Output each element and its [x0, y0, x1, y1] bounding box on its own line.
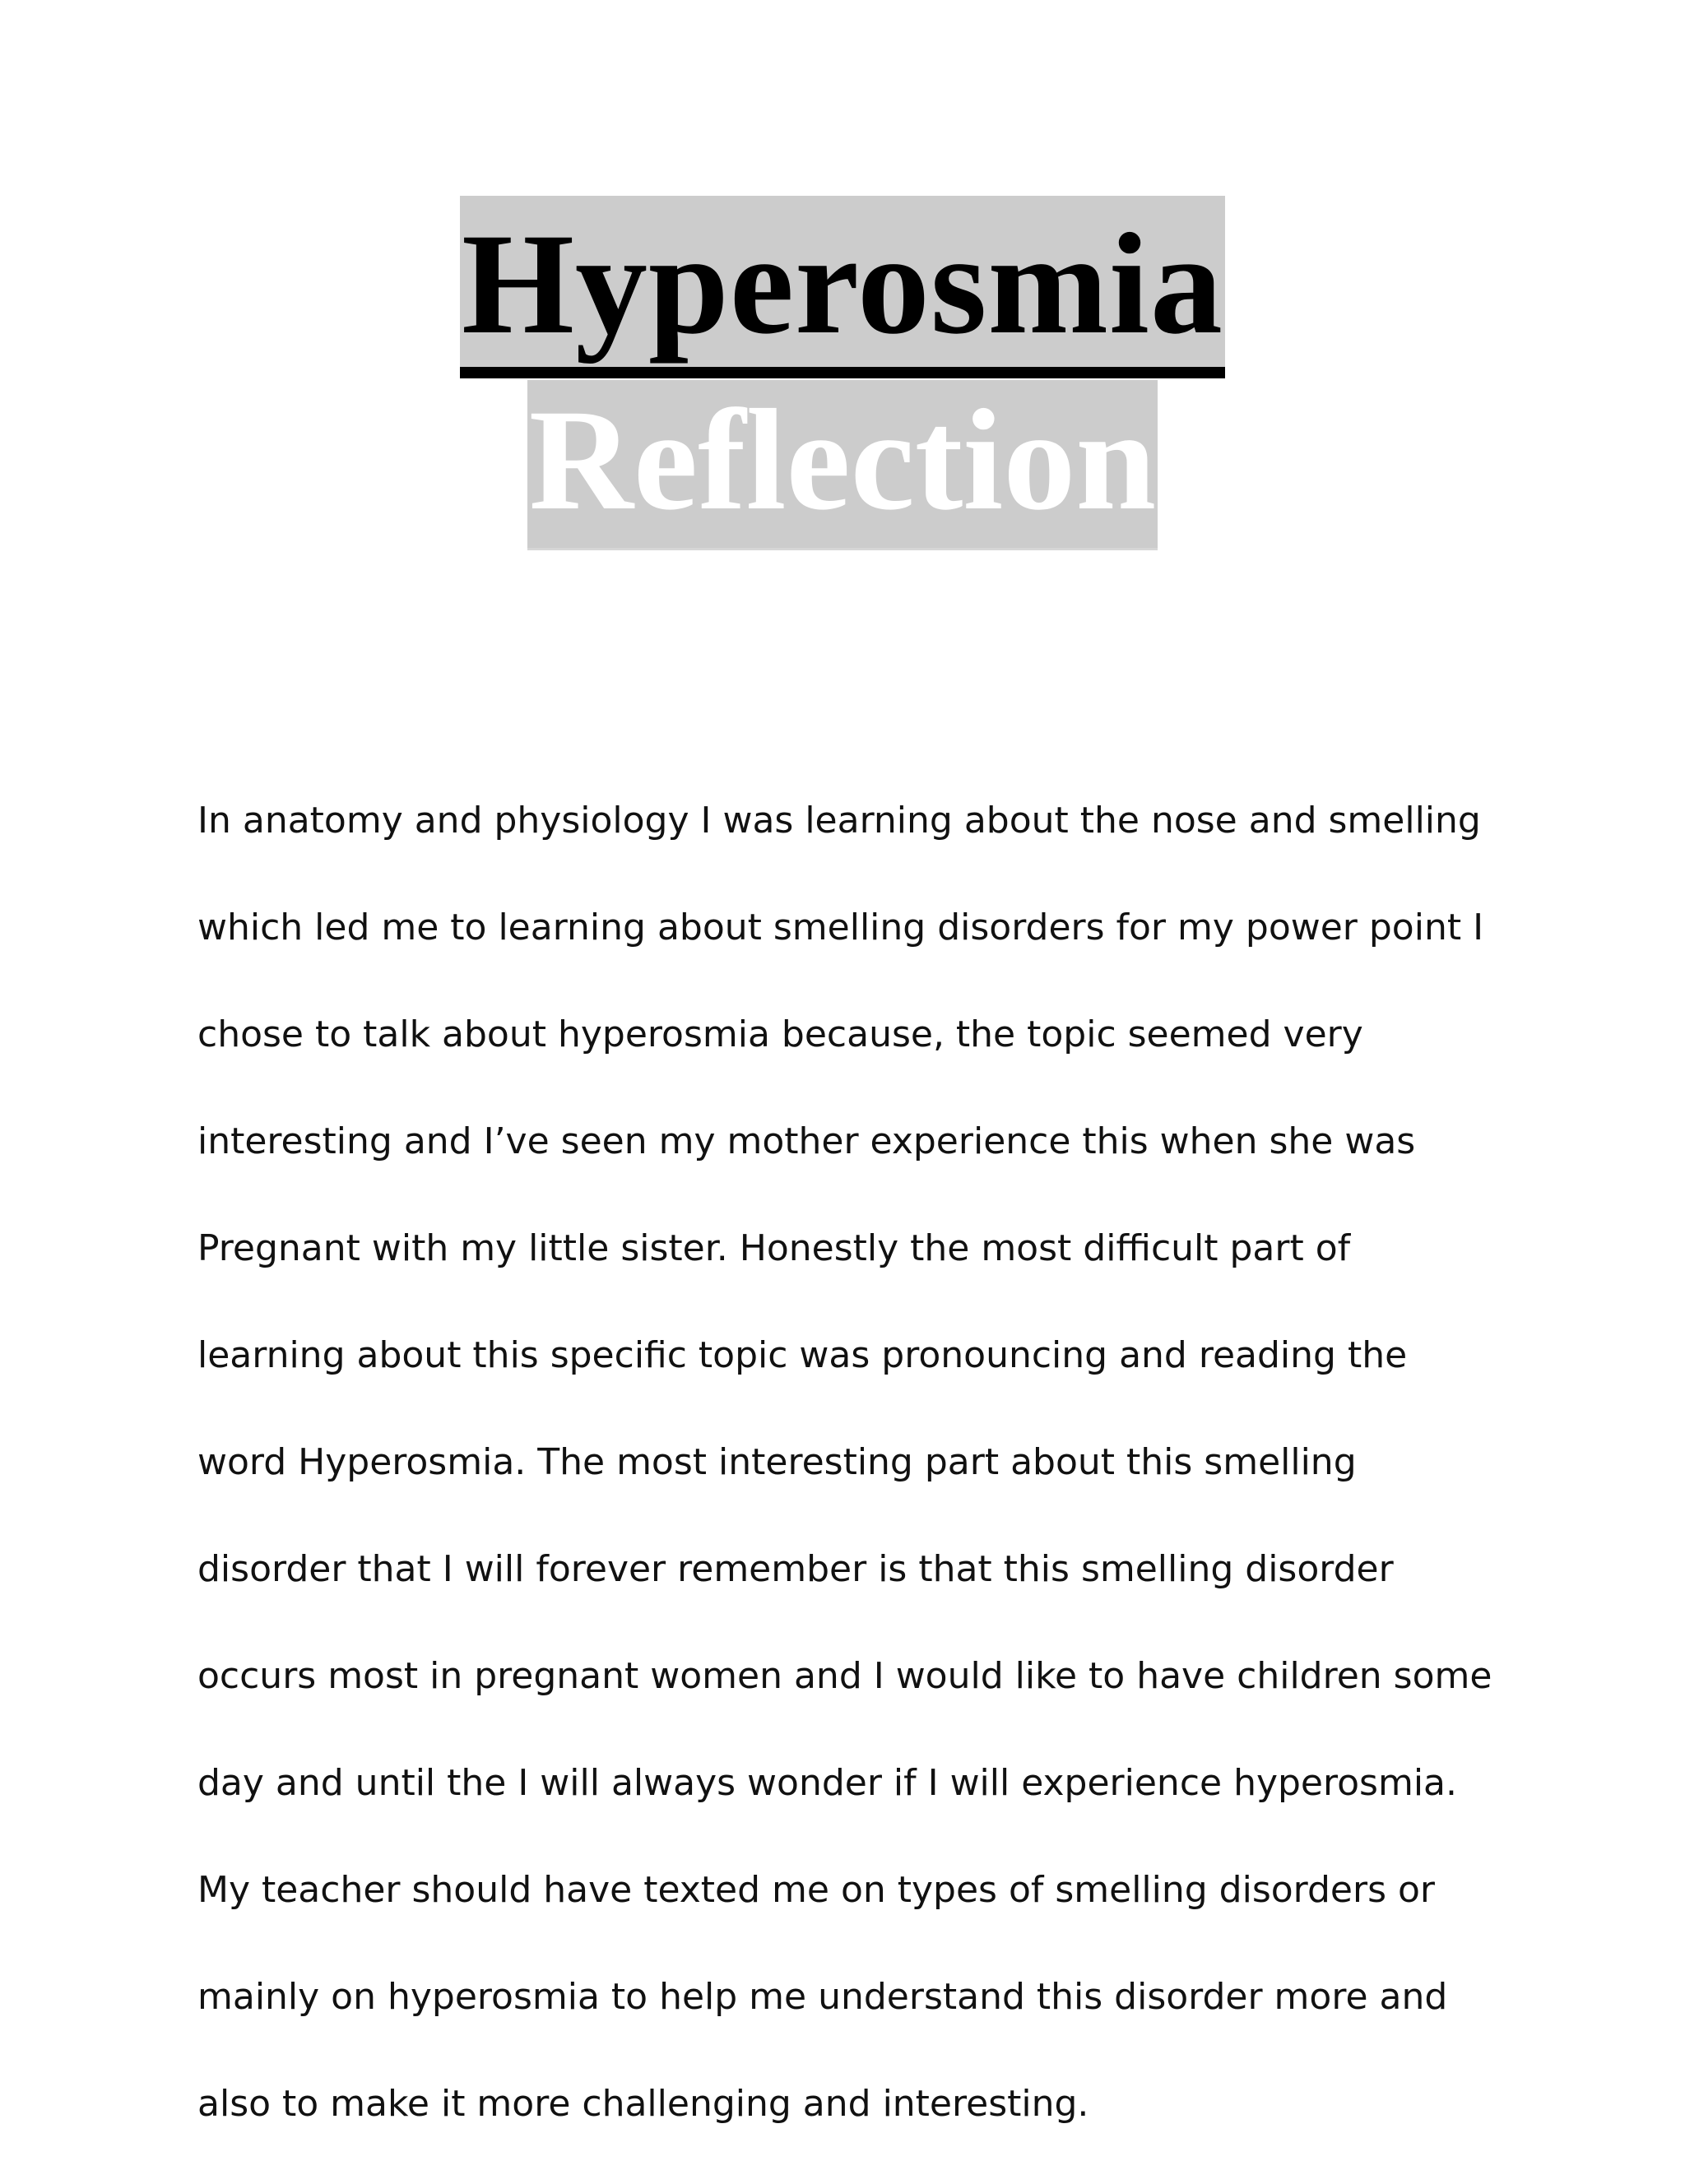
- paragraph-line: disorder that I will forever remember is that this smelling disorder: [197, 1548, 1394, 1590]
- paragraph-line: My teacher should have texted me on types of smelling disorders or: [197, 1869, 1435, 1911]
- page-subtitle: Reflection: [527, 380, 1158, 550]
- paragraph-line: occurs most in pregnant women and I would like to have children some: [197, 1655, 1492, 1697]
- paragraph-line: In anatomy and physiology I was learning about the nose and smelling: [197, 800, 1481, 842]
- paragraph-line: word Hyperosmia. The most interesting part about this smelling: [197, 1441, 1357, 1483]
- paragraph-line: which led me to learning about smelling disorders for my power point I: [197, 907, 1484, 948]
- page-title: Hyperosmia: [460, 196, 1225, 378]
- title-block: [0, 196, 1685, 550]
- paragraph-line: Pregnant with my little sister. Honestly the most difficult part of: [197, 1227, 1351, 1269]
- reflection-paragraph: [197, 740, 1514, 2184]
- paragraph-line: mainly on hyperosmia to help me understand this disorder more and: [197, 1976, 1448, 2018]
- paragraph-line: also to make it more challenging and interesting.: [197, 2083, 1089, 2125]
- paragraph-line: chose to talk about hyperosmia because, the topic seemed very: [197, 1013, 1363, 1055]
- paragraph-line: learning about this specific topic was pronouncing and reading the: [197, 1334, 1408, 1376]
- paragraph-line: day and until the I will always wonder if I will experience hyperosmia.: [197, 1762, 1457, 1804]
- paragraph-line: interesting and I’ve seen my mother experience this when she was: [197, 1120, 1416, 1162]
